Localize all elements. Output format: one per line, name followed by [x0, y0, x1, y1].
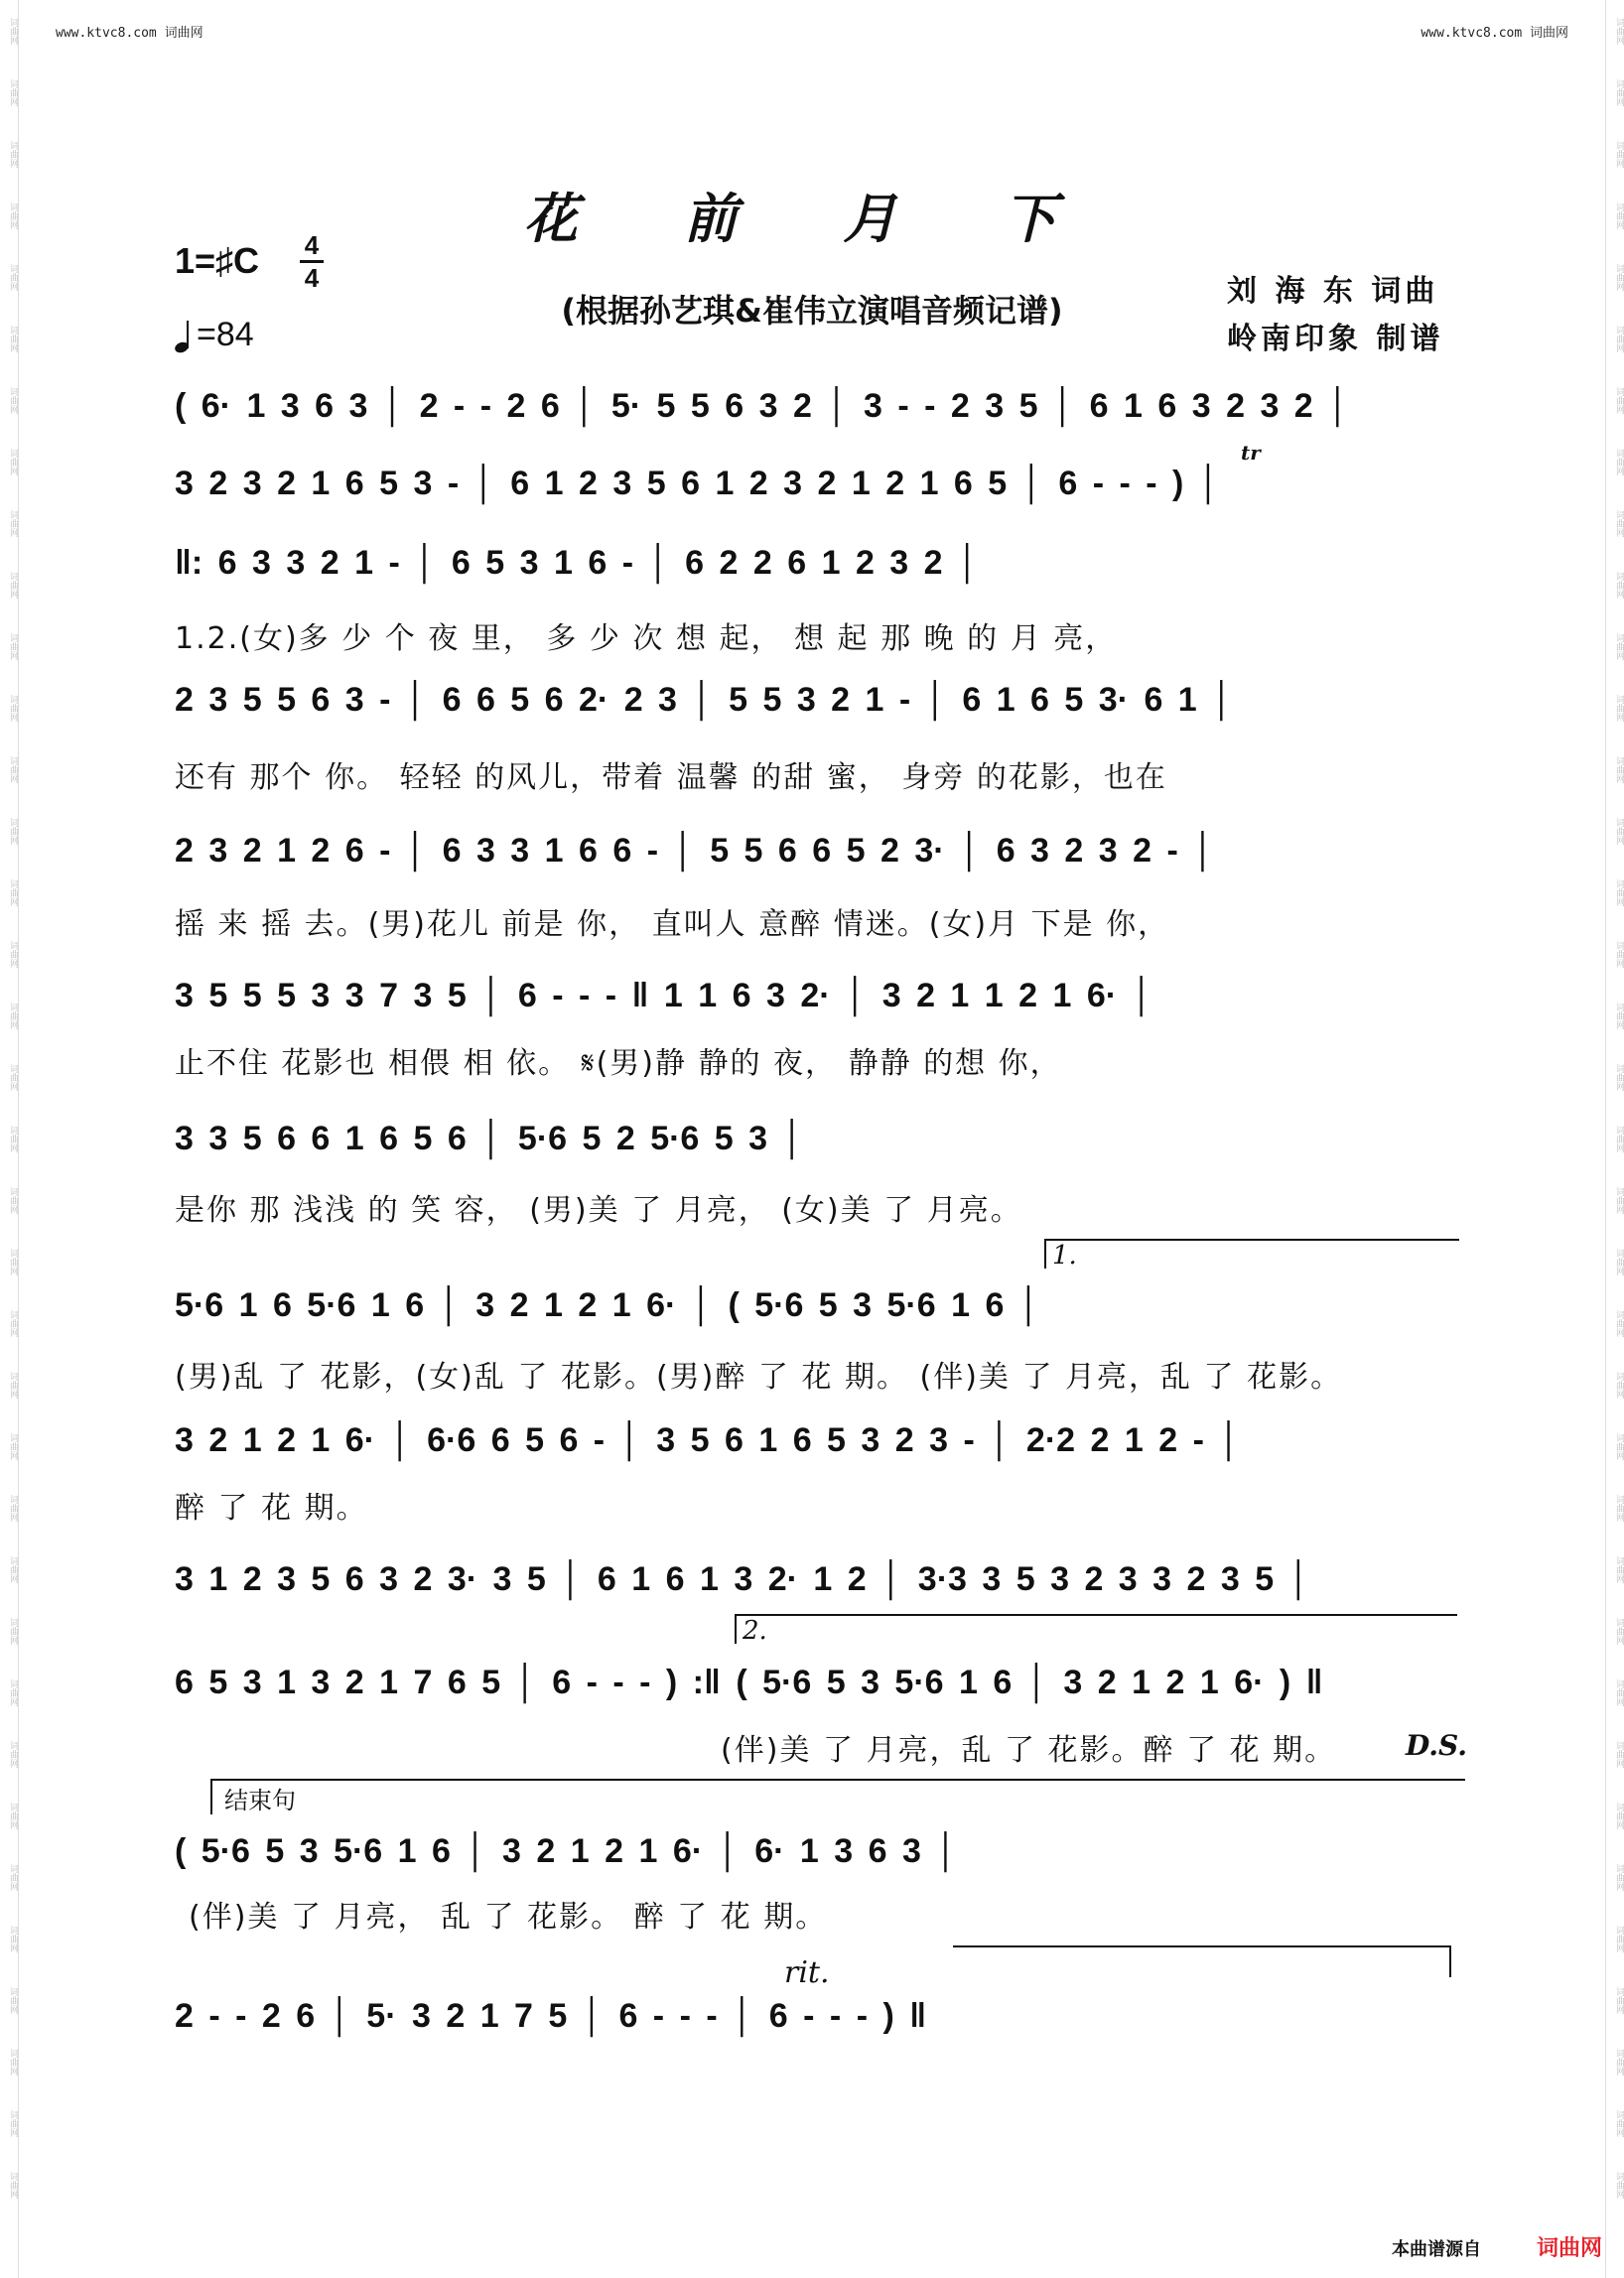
side-watermark-text: 词曲网	[1614, 1494, 1624, 1522]
side-watermark-text: 词曲网	[1614, 201, 1624, 229]
side-watermark-text: 词曲网	[1614, 1925, 1624, 1952]
lyric-line-1: 1.2.(女)多 少 个 夜 里， 多 少 次 想 起， 想 起 那 晚 的 月 亮，	[175, 621, 1118, 656]
side-watermark-text: 词曲网	[8, 2171, 18, 2199]
side-watermark-text: 词曲网	[1614, 1002, 1624, 1029]
side-watermark-text: 词曲网	[1614, 17, 1624, 45]
side-watermark-text: 词曲网	[8, 1125, 18, 1152]
right-watermark-strip	[1605, 0, 1624, 2278]
side-watermark-text: 词曲网	[8, 1186, 18, 1214]
side-watermark-text: 词曲网	[1614, 1617, 1624, 1645]
side-watermark-text: 词曲网	[1614, 571, 1624, 599]
side-watermark-text: 词曲网	[1614, 940, 1624, 968]
side-watermark-text: 词曲网	[8, 1740, 18, 1768]
lyric-line-8: (伴)美 了 月亮，乱 了 花影。醉 了 花 期。	[721, 1733, 1337, 1768]
meter-bottom: 4	[304, 263, 320, 293]
score-row-6: 3 5 5 5 3 3 7 3 5 │ 6 - - - ‖ 1 1 6 3 2· │ 3 2 1 1 2 1 6· │	[175, 977, 1153, 1014]
side-watermark-text: 词曲网	[1614, 755, 1624, 783]
side-watermark-text: 词曲网	[8, 2048, 18, 2076]
score-row-5: 2 3 2 1 2 6 - │ 6 3 3 1 6 6 - │ 5 5 6 6 5 2 3· │ 6 3 2 3 2 - │	[175, 832, 1215, 870]
lyric-line-5: 是你 那 浅浅 的 笑 容， (男)美 了 月亮， (女)美 了 月亮。	[175, 1193, 1022, 1228]
transcriber-credit: 岭南印象 制谱	[1227, 322, 1444, 356]
side-watermark-text: 词曲网	[8, 17, 18, 45]
side-watermark-text: 词曲网	[8, 1863, 18, 1891]
side-watermark-text: 词曲网	[8, 632, 18, 660]
side-watermark-text: 词曲网	[1614, 263, 1624, 291]
side-watermark-text: 词曲网	[8, 878, 18, 906]
side-watermark-text: 词曲网	[8, 817, 18, 845]
side-watermark-text: 词曲网	[1614, 1309, 1624, 1337]
side-watermark-text: 词曲网	[1614, 1740, 1624, 1768]
side-watermark-text: 词曲网	[8, 940, 18, 968]
side-watermark-text: 词曲网	[1614, 1186, 1624, 1214]
side-watermark-text: 词曲网	[1614, 1125, 1624, 1152]
footer-source-label: 本曲谱源自	[1392, 2239, 1481, 2260]
side-watermark-text: 词曲网	[1614, 1432, 1624, 1460]
lyric-line-4: 止不住 花影也 相偎 相 依。 𝄋(男)静 静的 夜， 静静 的想 你，	[175, 1046, 1062, 1081]
key-signature: 1=♯C	[175, 240, 260, 281]
side-watermark-text: 词曲网	[8, 755, 18, 783]
side-watermark-text: 词曲网	[1614, 2048, 1624, 2076]
side-watermark-text: 词曲网	[8, 325, 18, 352]
side-watermark-text: 词曲网	[1614, 1555, 1624, 1583]
side-watermark-text: 词曲网	[8, 448, 18, 475]
side-watermark-text: 词曲网	[8, 1925, 18, 1952]
score-row-12: ( 5·6 5 3 5·6 1 6 │ 3 2 1 2 1 6· │ 6· 1 3 6 3 │	[175, 1832, 958, 1870]
lyric-line-3: 摇 来 摇 去。(男)花儿 前是 你， 直叫人 意醉 情迷。(女)月 下是 你，	[175, 907, 1170, 942]
trill-mark: tr	[1241, 441, 1261, 465]
side-watermark-text: 词曲网	[1614, 140, 1624, 168]
score-row-8: 5·6 1 6 5·6 1 6 │ 3 2 1 2 1 6· │ ( 5·6 5 3 5·6 1 6 │	[175, 1286, 1041, 1324]
watermark-right: www.ktvc8.com 词曲网	[1421, 26, 1568, 41]
side-watermark-text: 词曲网	[8, 1494, 18, 1522]
side-watermark-text: 词曲网	[8, 1063, 18, 1091]
ritardando-mark: rit.	[784, 1955, 830, 1990]
side-watermark-text: 词曲网	[1614, 878, 1624, 906]
dal-segno-mark: D.S.	[1406, 1729, 1468, 1762]
side-watermark-text: 词曲网	[1614, 817, 1624, 845]
song-title: 花 前 月 下	[523, 187, 1101, 250]
side-watermark-text: 词曲网	[1614, 1986, 1624, 2014]
side-watermark-text: 词曲网	[8, 1555, 18, 1583]
side-watermark-text: 词曲网	[8, 1678, 18, 1706]
score-row-3: ‖: 6 3 3 2 1 - │ 6 5 3 1 6 - │ 6 2 2 6 1 2 3 2 │	[175, 544, 980, 582]
side-watermark-text: 词曲网	[8, 1248, 18, 1275]
side-watermark-text: 词曲网	[8, 2109, 18, 2137]
side-watermark-text: 词曲网	[1614, 1863, 1624, 1891]
lyricist-credit: 刘 海 东 词曲	[1227, 274, 1439, 309]
side-watermark-text: 词曲网	[1614, 632, 1624, 660]
side-watermark-text: 词曲网	[8, 571, 18, 599]
side-watermark-text: 词曲网	[1614, 1063, 1624, 1091]
side-watermark-text: 词曲网	[8, 1309, 18, 1337]
side-watermark-text: 词曲网	[1614, 386, 1624, 414]
volta-1: 1.	[1044, 1239, 1459, 1269]
side-watermark-text: 词曲网	[8, 386, 18, 414]
side-watermark-text: 词曲网	[1614, 509, 1624, 537]
lyric-line-7: 醉 了 花 期。	[175, 1491, 368, 1526]
time-signature	[298, 230, 326, 293]
tempo-value: =84	[197, 316, 254, 353]
side-watermark-text: 词曲网	[8, 1371, 18, 1399]
side-watermark-text: 词曲网	[8, 263, 18, 291]
side-watermark-text: 词曲网	[8, 1617, 18, 1645]
side-watermark-text: 词曲网	[8, 78, 18, 106]
score-row-10: 3 1 2 3 5 6 3 2 3· 3 5 │ 6 1 6 1 3 2· 1 2 │ 3·3 3 5 3 2 3 3 2 3 5 │	[175, 1560, 1310, 1598]
ending-bracket: 结束句	[210, 1779, 1465, 1814]
score-row-1: ( 6· 1 3 6 3 │ 2 - - 2 6 │ 5· 5 5 6 3 2 │ 3 - - 2 3 5 │ 6 1 6 3 2 3 2 │	[175, 387, 1350, 425]
side-watermark-text: 词曲网	[8, 201, 18, 229]
side-watermark-text: 词曲网	[8, 1002, 18, 1029]
side-watermark-text: 词曲网	[1614, 1802, 1624, 1829]
side-watermark-text: 词曲网	[1614, 2109, 1624, 2137]
score-row-2: 3 2 3 2 1 6 5 3 - │ 6 1 2 3 5 6 1 2 3 2 1 2 1 6 5 │ 6 - - - ) │	[175, 465, 1221, 502]
side-watermark-text: 词曲网	[8, 140, 18, 168]
score-row-11: 6 5 3 1 3 2 1 7 6 5 │ 6 - - - ) :‖ ( 5·6 5 3 5·6 1 6 │ 3 2 1 2 1 6· ) ‖	[175, 1664, 1323, 1701]
side-watermark-text: 词曲网	[8, 694, 18, 722]
watermark-left: www.ktvc8.com 词曲网	[56, 26, 203, 41]
left-watermark-strip	[0, 0, 19, 2278]
lyric-line-6: (男)乱 了 花影，(女)乱 了 花影。(男)醉 了 花 期。 (伴)美 了 月亮，乱 了 花影。	[175, 1360, 1343, 1395]
score-row-13: 2 - - 2 6 │ 5· 3 2 1 7 5 │ 6 - - - │ 6 - - - ) ‖	[175, 1997, 927, 2035]
volta-2: 2.	[735, 1614, 1457, 1644]
side-watermark-text: 词曲网	[1614, 694, 1624, 722]
side-watermark-text: 词曲网	[8, 1432, 18, 1460]
lyric-line-2: 还有 那个 你。 轻轻 的风儿，带着 温馨 的甜 蜜， 身旁 的花影，也在	[175, 760, 1167, 795]
score-row-7: 3 3 5 6 6 1 6 5 6 │ 5·6 5 2 5·6 5 3 │	[175, 1120, 804, 1157]
side-watermark-text: 词曲网	[1614, 1248, 1624, 1275]
side-watermark-text: 词曲网	[1614, 1371, 1624, 1399]
side-watermark-text: 词曲网	[1614, 325, 1624, 352]
lyric-line-9: (伴)美 了 月亮， 乱 了 花影。 醉 了 花 期。	[189, 1900, 828, 1935]
meter-top: 4	[304, 230, 320, 260]
side-watermark-text: 词曲网	[1614, 2171, 1624, 2199]
side-watermark-text: 词曲网	[1614, 1678, 1624, 1706]
subtitle: (根据孙艺琪&崔伟立演唱音频记谱)	[561, 292, 1063, 330]
side-watermark-text: 词曲网	[8, 509, 18, 537]
score-row-9: 3 2 1 2 1 6· │ 6·6 6 5 6 - │ 3 5 6 1 6 5 3 2 3 - │ 2·2 2 1 2 - │	[175, 1421, 1241, 1459]
side-watermark-text: 词曲网	[1614, 78, 1624, 106]
final-phrase-bracket	[953, 1945, 1451, 1977]
score-row-4: 2 3 5 5 6 3 - │ 6 6 5 6 2· 2 3 │ 5 5 3 2 1 - │ 6 1 6 5 3· 6 1 │	[175, 681, 1234, 719]
side-watermark-text: 词曲网	[8, 1802, 18, 1829]
side-watermark-text: 词曲网	[1614, 448, 1624, 475]
footer-logo[interactable]: 词曲网	[1537, 2236, 1603, 2261]
side-watermark-text: 词曲网	[8, 1986, 18, 2014]
